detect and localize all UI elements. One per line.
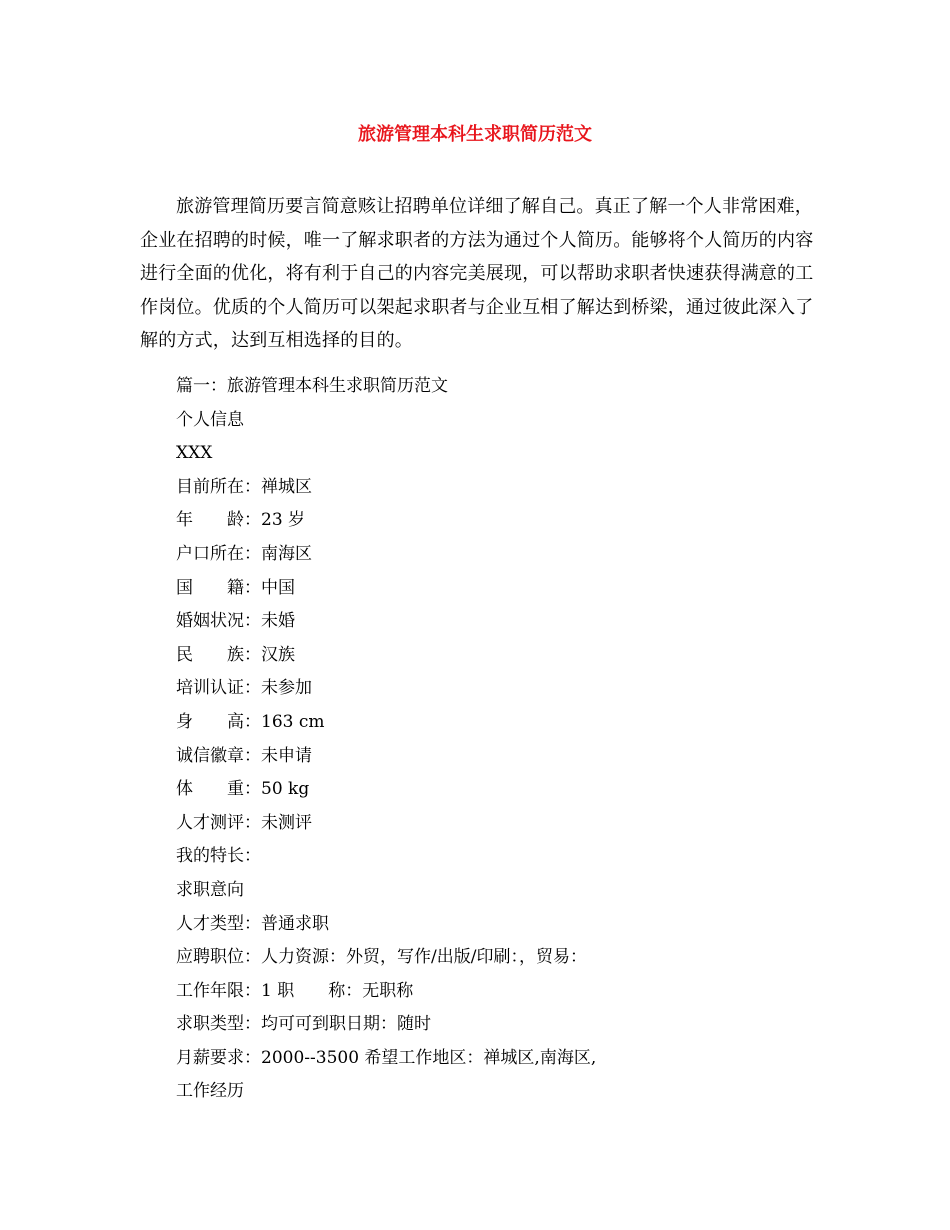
resume-line: 诚信徽章：未申请 — [176, 745, 312, 766]
resume-lines — [176, 370, 816, 1109]
resume-line: 年 龄：23 岁 — [176, 510, 306, 531]
resume-line: 婚姻状况：未婚 — [176, 611, 295, 632]
resume-line: 体 重：50 kg — [176, 779, 310, 800]
section-heading: 工作经历 — [176, 1081, 244, 1102]
resume-line: 身 高：163 cm — [176, 711, 325, 732]
resume-line: 目前所在：禅城区 — [176, 476, 312, 497]
section-heading: 求职意向 — [176, 879, 244, 900]
section-heading: 篇一：旅游管理本科生求职简历范文 — [176, 376, 448, 396]
resume-line: 培训认证：未参加 — [176, 678, 312, 699]
resume-line: 人才测评：未测评 — [176, 812, 312, 833]
section-heading: 个人信息 — [176, 409, 244, 430]
resume-line: 求职类型：均可可到职日期：随时 — [176, 1014, 431, 1035]
resume-line: 民 族：汉族 — [176, 644, 295, 665]
resume-line: 应聘职位：人力资源：外贸，写作/出版/印刷：，贸易： — [176, 947, 587, 968]
resume-line: 工作年限：1 职 称：无职称 — [176, 980, 414, 1001]
resume-line: 户口所在：南海区 — [176, 543, 312, 564]
resume-line: 月薪要求：2000--3500 希望工作地区：禅城区,南海区, — [176, 1047, 597, 1068]
resume-line: 人才类型：普通求职 — [176, 913, 329, 934]
resume-line: 我的特长： — [176, 846, 261, 867]
intro-paragraph: 旅游管理简历要言简意赅让招聘单位详细了解自己。真正了解一个人非常困难，企业在招聘的时候，唯一了解求职者的方法为通过个人简历。能够将个人简历的内容进行全面的优化，将有利于自己的内容完美展现，可以帮助求职者快速获得满意的工作岗位。优质的个人简历可以架起求职者与企业互相了解达到桥梁，通过彼此深入了解的方式，达到互相选择的目的。 — [140, 196, 814, 352]
document-title: 旅游管理本科生求职简历范文 — [358, 124, 592, 145]
resume-line: 国 籍：中国 — [176, 577, 295, 598]
resume-line: XXX — [176, 443, 213, 464]
